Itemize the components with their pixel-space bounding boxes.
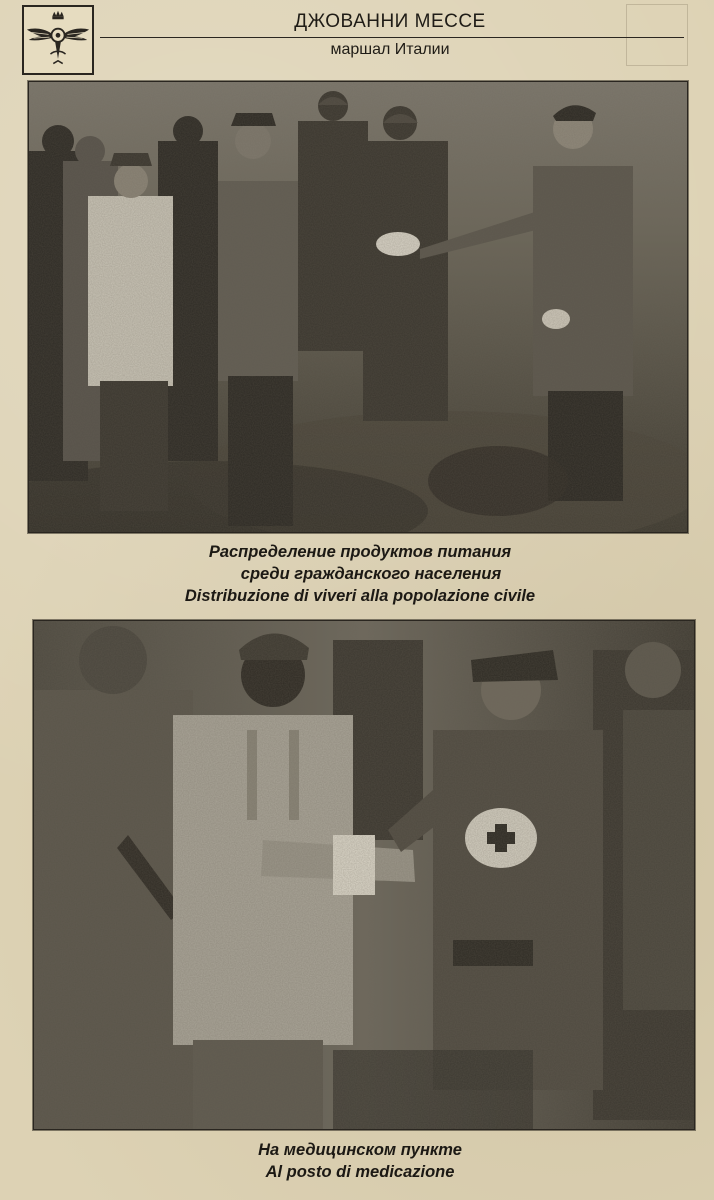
book-author: ДЖОВАННИ МЕССЕ	[294, 11, 486, 32]
caption-line-russian: На медицинском пункте	[258, 1141, 462, 1159]
caption-line-italian: Al posto di medicazione	[265, 1163, 455, 1181]
photo-medical-post	[33, 620, 695, 1130]
caption-line-russian-1: Распределение продуктов питания	[208, 543, 512, 561]
air-force-emblem-logo	[22, 5, 94, 75]
photo-food-distribution	[28, 81, 688, 533]
page-header	[0, 0, 714, 80]
caption-line-russian-2: среди гражданского населения	[240, 565, 502, 583]
winged-crown-icon	[24, 7, 92, 73]
caption-line-italian: Distribuzione di viveri alla popolazione civile	[184, 587, 536, 605]
photo-caption-medical-post	[60, 1139, 660, 1183]
header-divider	[100, 37, 684, 38]
book-subtitle: маршал Италии	[330, 41, 450, 58]
photo-caption-food-distribution	[60, 541, 660, 607]
bleed-through-mark	[626, 4, 688, 66]
